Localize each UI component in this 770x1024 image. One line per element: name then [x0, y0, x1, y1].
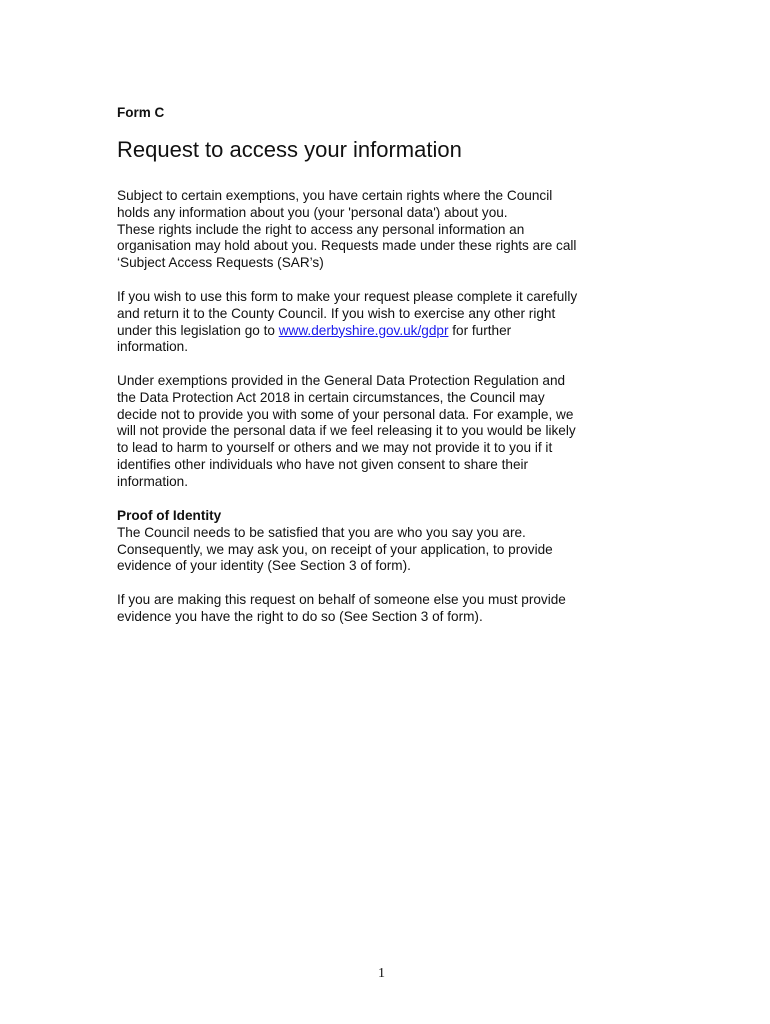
text-line: ‘Subject Access Requests (SAR’s) [117, 255, 324, 271]
text-line: organisation may hold about you. Requests made under these rights are call [117, 238, 577, 254]
text-line: These rights include the right to access any personal information an [117, 221, 525, 237]
section-heading: Proof of Identity [117, 508, 222, 523]
text-line: the Data Protection Act 2018 in certain circumstances, the Council may [117, 389, 545, 405]
page-number: 1 [378, 966, 385, 981]
proof-of-identity-section [117, 508, 657, 575]
text-line: information. [117, 473, 189, 489]
text-line: If you are making this request on behalf of someone else you must provide [117, 592, 566, 607]
text-line: Subject to certain exemptions, you have certain rights where the Council [117, 188, 553, 203]
text-fragment: for further [448, 322, 512, 338]
text-line: Consequently, we may ask you, on receipt of your application, to provide [117, 541, 553, 557]
text-line: evidence you have the right to do so (See Section 3 of form). [117, 608, 483, 624]
form-label: Form C [117, 105, 165, 120]
text-line: identifies other individuals who have not given consent to share their [117, 456, 529, 472]
text-line: decide not to provide you with some of your personal data. For example, we [117, 406, 574, 422]
behalf-paragraph [117, 592, 657, 626]
text-line: and return it to the County Council. If you wish to exercise any other right [117, 305, 556, 321]
text-line: information. [117, 339, 189, 355]
text-line: holds any information about you (your 'personal data') about you. [117, 204, 508, 220]
gdpr-link[interactable]: www.derbyshire.gov.uk/gdpr [278, 322, 449, 338]
text-line: will not provide the personal data if we feel releasing it to you would be likely [117, 423, 576, 439]
text-line [117, 323, 657, 340]
text-line: The Council needs to be satisfied that you are who you say you are. [117, 524, 526, 540]
exemptions-paragraph [117, 373, 657, 491]
text-line: Under exemptions provided in the General Data Protection Regulation and [117, 373, 566, 388]
intro-paragraph [117, 188, 657, 272]
text-line: to lead to harm to yourself or others and we may not provide it to you if it [117, 440, 553, 456]
text-line: evidence of your identity (See Section 3 of form). [117, 558, 411, 574]
use-form-paragraph [117, 289, 657, 356]
text-line: If you wish to use this form to make your request please complete it carefully [117, 289, 578, 304]
text-fragment: under this legislation go to [117, 322, 279, 338]
page-title: Request to access your information [117, 137, 462, 162]
